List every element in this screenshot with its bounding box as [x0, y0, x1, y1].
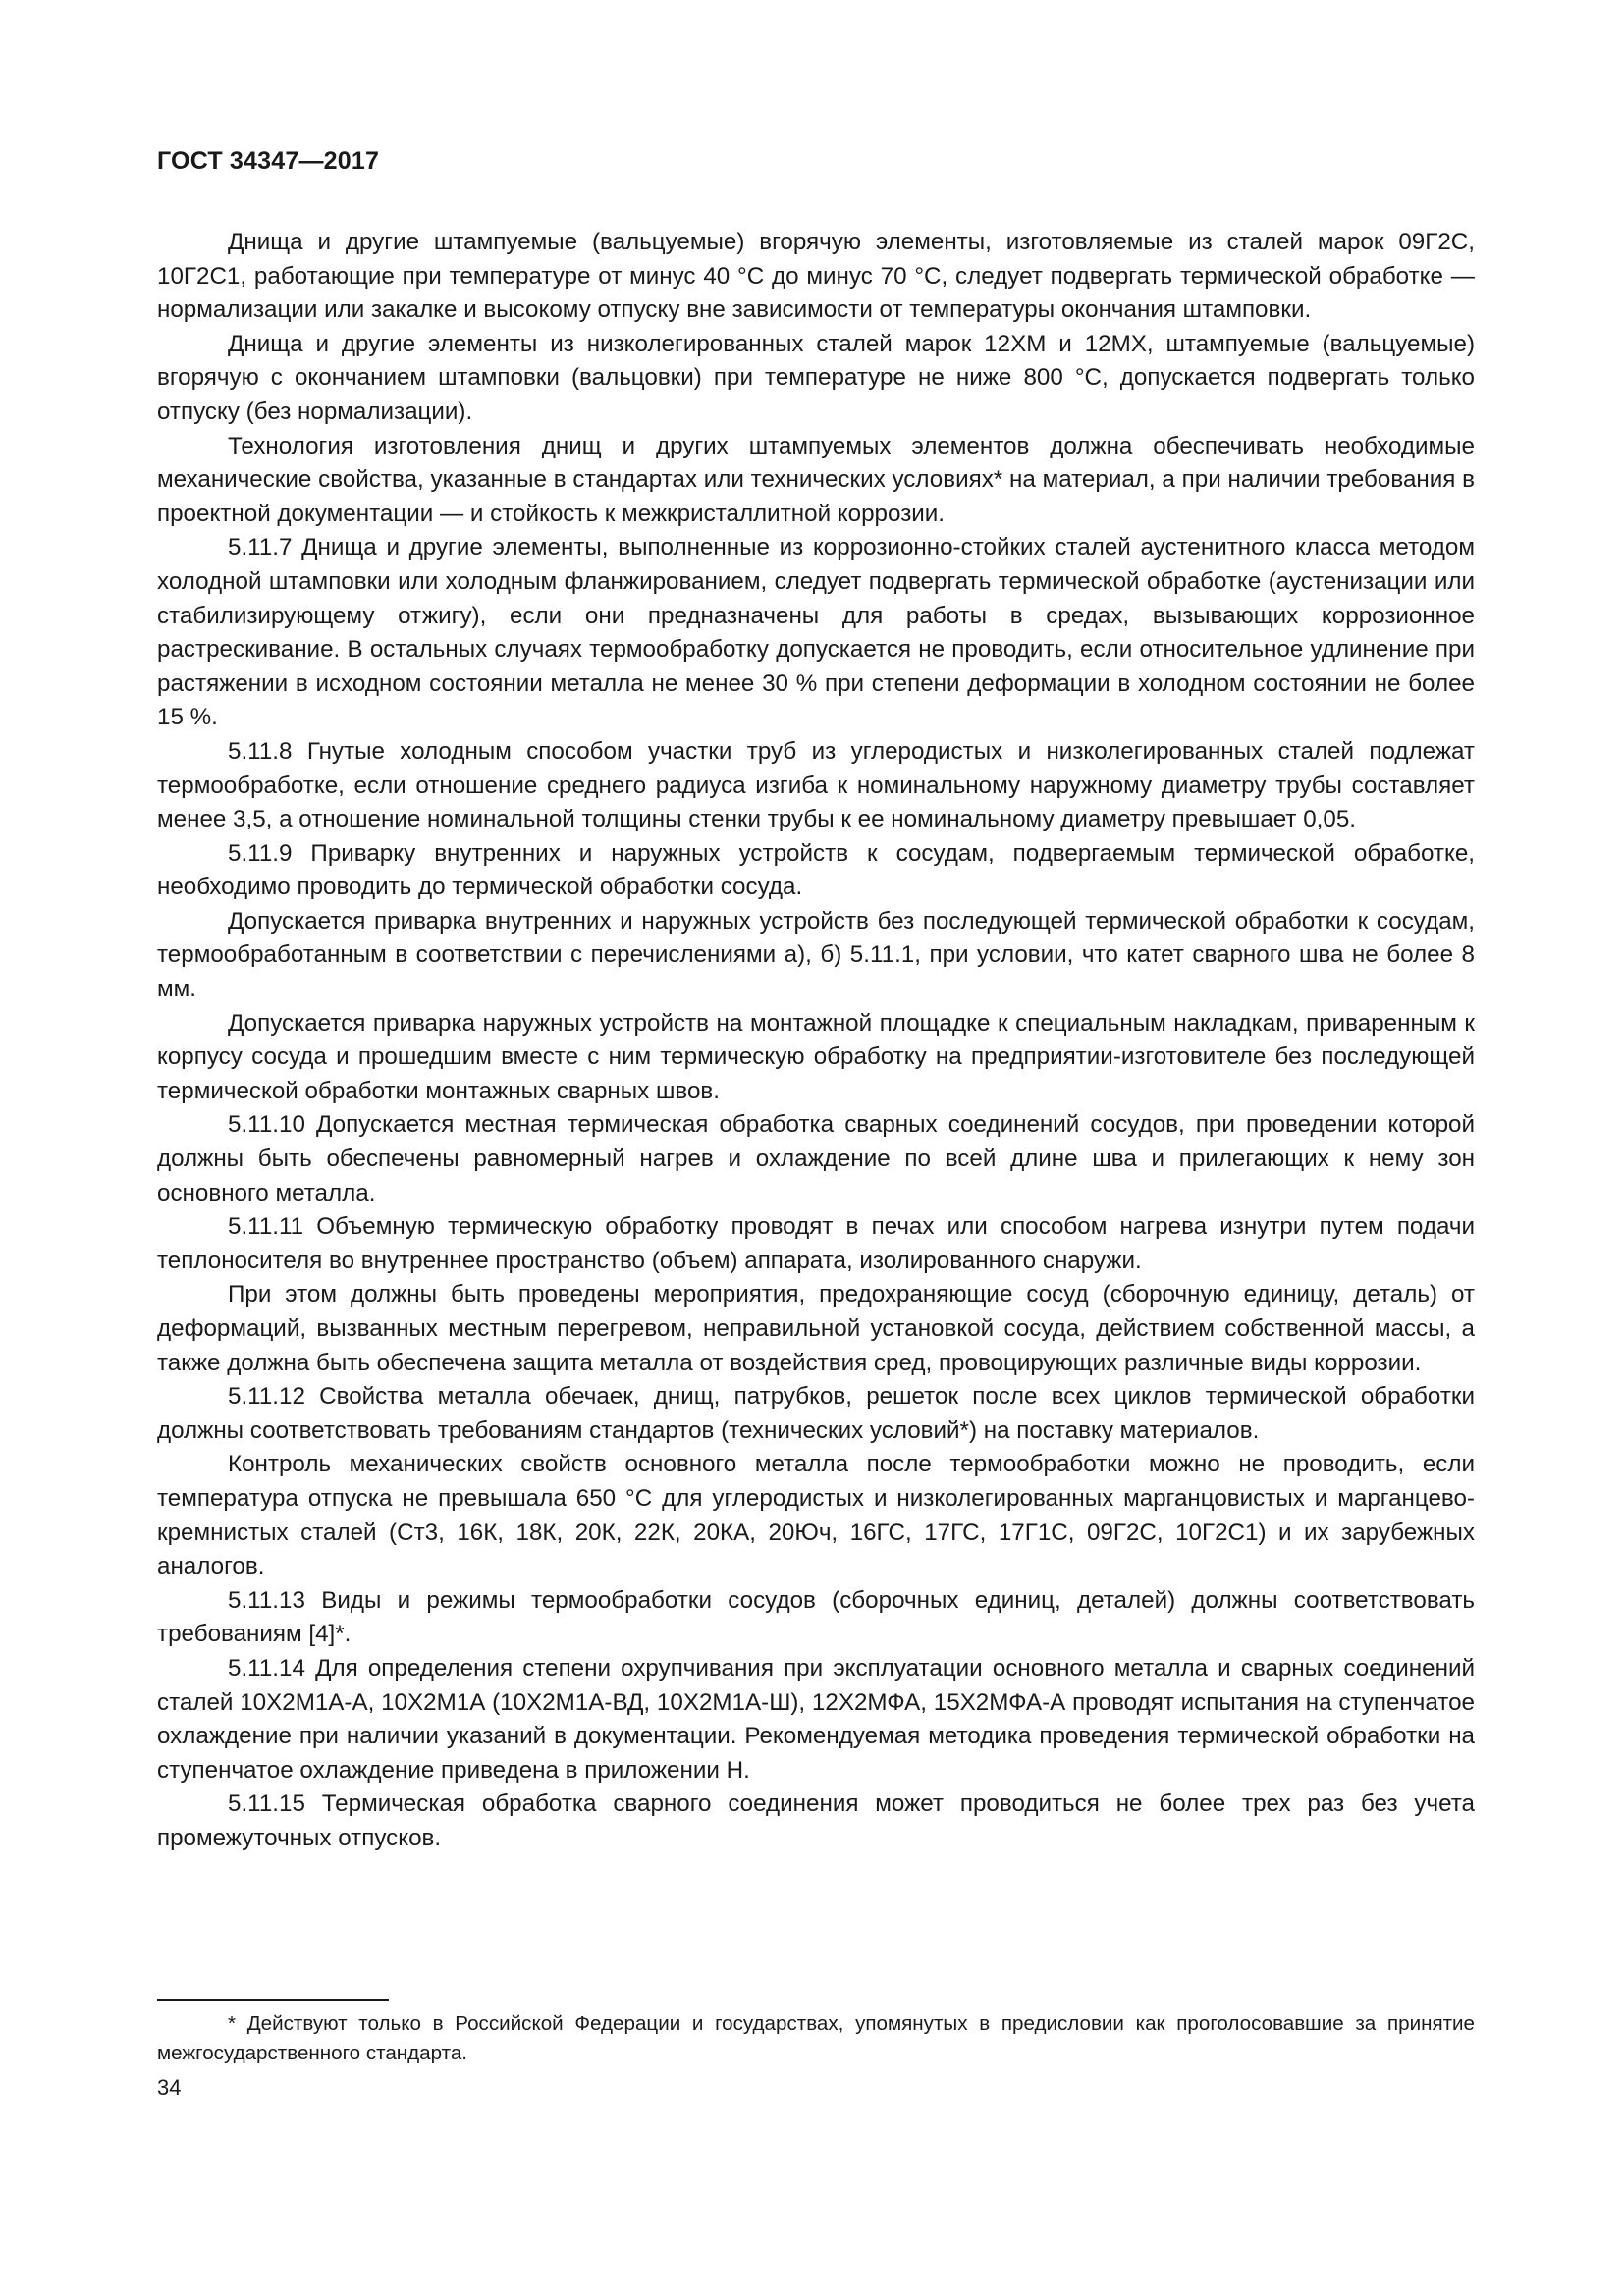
paragraph-5-11-11: 5.11.11 Объемную термическую обработку проводят в печах или способом нагрева изнутри путем подачи теплоносителя во внутреннее пространство (объем) аппарата, изолированного снаружи.: [157, 1213, 1475, 1274]
paragraph: При этом должны быть проведены мероприятия, предохраняющие сосуд (сборочную единицу, деталь) от деформаций, вызванных местным перегревом, неправильной установкой сосуда, действием собственной массы, а также должна быть обеспечена защита металла от воздействия сред, провоцирующих различные виды коррозии.: [157, 1281, 1475, 1376]
paragraph-5-11-8: 5.11.8 Гнутые холодным способом участки труб из углеродистых и низколегированных сталей подлежат термообработке, если отношение среднего радиуса изгиба к номинальному наружному диаметру трубы составляет менее 3,5, а отношение номинальной толщины стенки трубы к ее номинальному диаметру превышает 0,05.: [157, 737, 1475, 833]
paragraph: Допускается приварка наружных устройств на монтажной площадке к специальным накладкам, приваренным к корпусу сосуда и прошедшим вместе с ним термическую обработку на предприятии-изготовителе без последующей термической обработки монтажных сварных швов.: [157, 1009, 1475, 1104]
paragraph-5-11-7: 5.11.7 Днища и другие элементы, выполненные из коррозионно-стойких сталей аустенитного класса методом холодной штамповки или холодным фланжированием, следует подвергать термической обработке (аустенизации или стабилизирующему отжигу), если они предназначены для работы в средах, вызывающих коррозионное растрескивание. В остальных случаях термообработку допускается не проводить, если относительное удлинение при растяжении в исходном состоянии металла не менее 30 % при степени деформации в холодном состоянии не более 15 %.: [157, 534, 1475, 731]
paragraph: Днища и другие элементы из низколегированных сталей марок 12ХМ и 12МХ, штампуемые (вальцуемые) вгорячую с окончанием штамповки (вальцовки) при температуре не ниже 800 °С, допускается подвергать только отпуску (без нормализации).: [157, 330, 1475, 425]
main-text: [157, 226, 1475, 1856]
paragraph-5-11-13: 5.11.13 Виды и режимы термообработки сосудов (сборочных единиц, деталей) должны соответствовать требованиям [4]*.: [157, 1586, 1475, 1648]
paragraph-5-11-9: 5.11.9 Приварку внутренних и наружных устройств к сосудам, подвергаемым термической обработке, необходимо проводить до термической обработки сосуда.: [157, 839, 1475, 901]
paragraph: Контроль механических свойств основного металла после термообработки можно не проводить, если температура отпуска не превышала 650 °С для углеродистых и низколегированных марганцовистых и марганцево-кремнистых сталей (Ст3, 16К, 18К, 20К, 22К, 20КА, 20Юч, 16ГС, 17ГС, 17Г1С, 09Г2С, 10Г2С1) и их зарубежных аналогов.: [157, 1451, 1475, 1580]
paragraph-5-11-12: 5.11.12 Свойства металла обечаек, днищ, патрубков, решеток после всех циклов термической обработки должны соответствовать требованиям стандартов (технических условий*) на поставку материалов.: [157, 1383, 1475, 1444]
footnote-divider: [157, 1999, 389, 2001]
paragraph: Днища и другие штампуемые (вальцуемые) вгорячую элементы, изготовляемые из сталей марок 09Г2С, 10Г2С1, работающие при температуре от минус 40 °С до минус 70 °С, следует подвергать термической обработке — нормализации или закалке и высокому отпуску вне зависимости от температуры окончания штамповки.: [157, 229, 1475, 324]
paragraph: Технология изготовления днищ и других штампуемых элементов должна обеспечивать необходимые механические свойства, указанные в стандартах или технических условиях* на материал, а при наличии требования в проектной документации — и стойкость к межкристаллитной коррозии.: [157, 432, 1475, 527]
paragraph-5-11-10: 5.11.10 Допускается местная термическая обработка сварных соединений сосудов, при проведении которой должны быть обеспечены равномерный нагрев и охлаждение по всей длине шва и прилегающих к нему зон основного металла.: [157, 1111, 1475, 1206]
paragraph-5-11-14: 5.11.14 Для определения степени охрупчивания при эксплуатации основного металла и сварных соединений сталей 10Х2М1А-А, 10Х2М1А (10Х2М1А-ВД, 10Х2М1А-Ш), 12Х2МФА, 15Х2МФА-А проводят испытания на ступенчатое охлаждение при наличии указаний в документации. Рекомендуемая методика проведения термической обработки на ступенчатое охлаждение приведена в приложении Н.: [157, 1654, 1475, 1784]
paragraph: Допускается приварка внутренних и наружных устройств без последующей термической обработки к сосудам, термообработанным в соответствии с перечислениями а), б) 5.11.1, при условии, что катет сварного шва не более 8 мм.: [157, 907, 1475, 1003]
page-number: 34: [157, 2075, 182, 2100]
footnote: * Действуют только в Российской Федерации и государствах, упомянутых в предисловии как проголосовавшие за принятие межгосударственного стандарта.: [157, 2012, 1475, 2064]
document-header: ГОСТ 34347—2017: [157, 147, 380, 175]
paragraph-5-11-15: 5.11.15 Термическая обработка сварного соединения может проводиться не более трех раз без учета промежуточных отпусков.: [157, 1790, 1475, 1851]
